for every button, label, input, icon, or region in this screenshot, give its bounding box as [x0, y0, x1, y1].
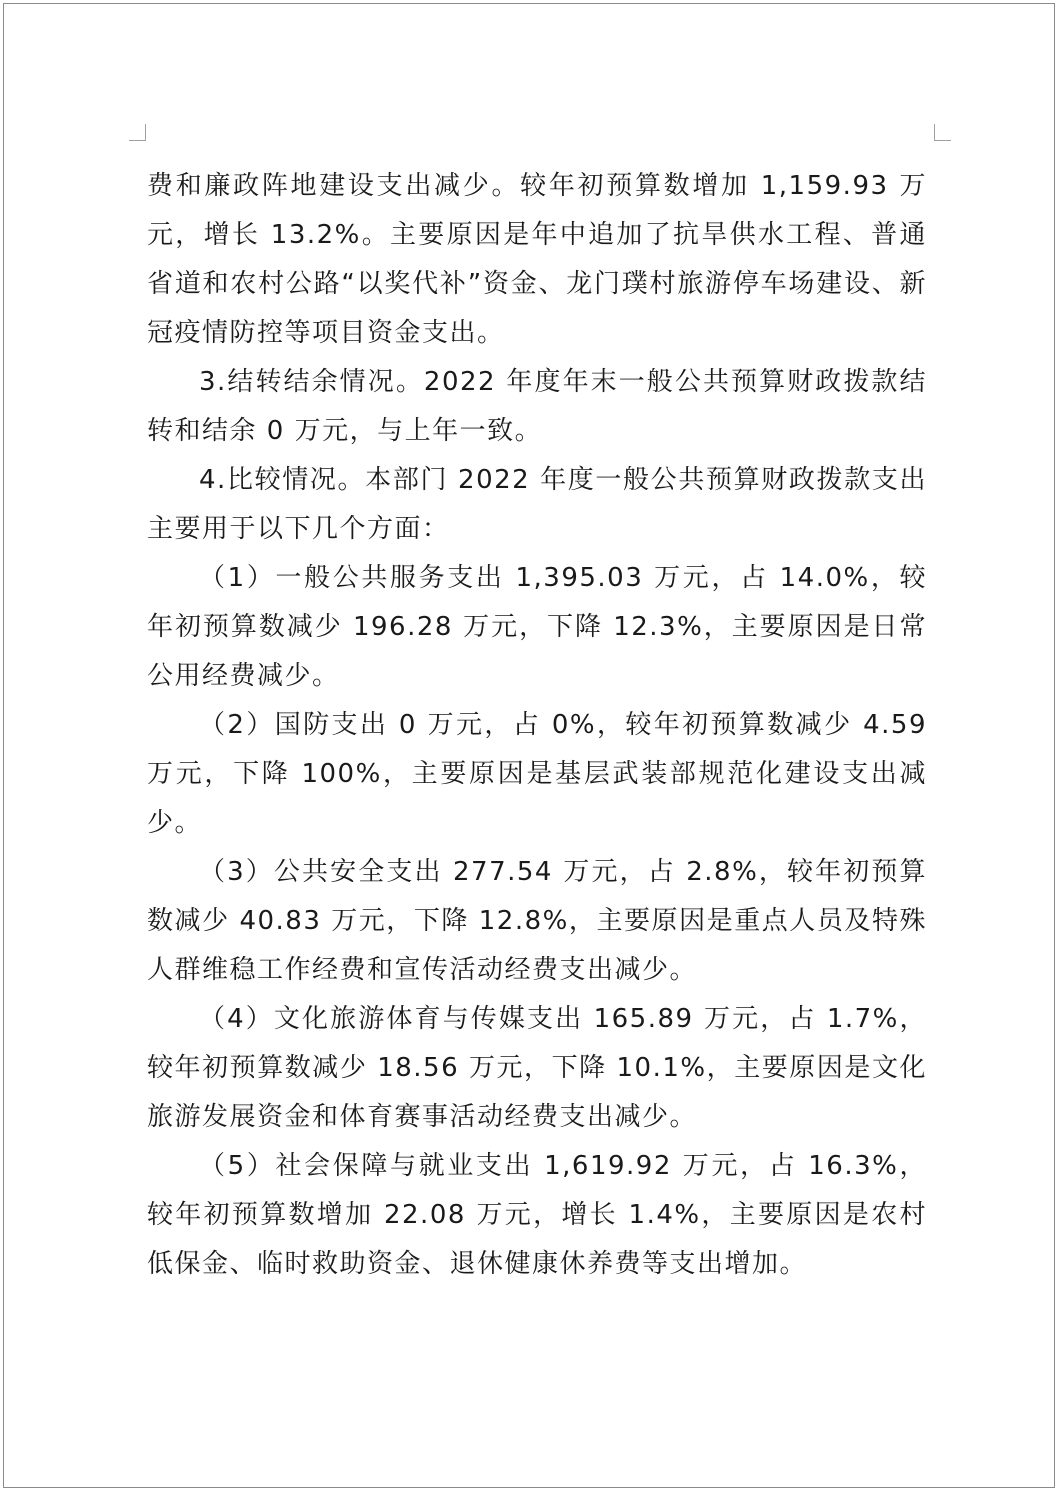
- crop-mark-top-left: [129, 124, 146, 141]
- paragraph-item-3: （3）公共安全支出 277.54 万元，占 2.8%，较年初预算数减少 40.83 万元，下降 12.8%，主要原因是重点人员及特殊人群维稳工作经费和宣传活动经费支出减少。: [147, 857, 927, 985]
- document-body: [147, 162, 927, 1289]
- paragraph-continuation: 费和廉政阵地建设支出减少。较年初预算数增加 1,159.93 万元，增长 13.2%。主要原因是年中追加了抗旱供水工程、普通省道和农村公路“以奖代补”资金、龙门璞村旅游停车场建设、新冠疫情防控等项目资金支出。: [147, 171, 927, 348]
- paragraph-comparison-intro: 4.比较情况。本部门 2022 年度一般公共预算财政拨款支出主要用于以下几个方面：: [147, 465, 927, 544]
- paragraph-item-1: （1）一般公共服务支出 1,395.03 万元，占 14.0%，较年初预算数减少 196.28 万元，下降 12.3%，主要原因是日常公用经费减少。: [147, 563, 927, 691]
- crop-mark-top-right: [934, 124, 951, 141]
- paragraph-item-4: （4）文化旅游体育与传媒支出 165.89 万元，占 1.7%，较年初预算数减少 18.56 万元，下降 10.1%，主要原因是文化旅游发展资金和体育赛事活动经费支出减少。: [147, 1004, 927, 1132]
- paragraph-item-5: （5）社会保障与就业支出 1,619.92 万元，占 16.3%，较年初预算数增加 22.08 万元，增长 1.4%，主要原因是农村低保金、临时救助资金、退休健康休养费等支出增加。: [147, 1151, 927, 1279]
- paragraph-item-2: （2）国防支出 0 万元，占 0%，较年初预算数减少 4.59 万元，下降 100%，主要原因是基层武装部规范化建设支出减少。: [147, 710, 927, 838]
- paragraph-carryover: 3.结转结余情况。2022 年度年末一般公共预算财政拨款结转和结余 0 万元，与上年一致。: [147, 367, 927, 446]
